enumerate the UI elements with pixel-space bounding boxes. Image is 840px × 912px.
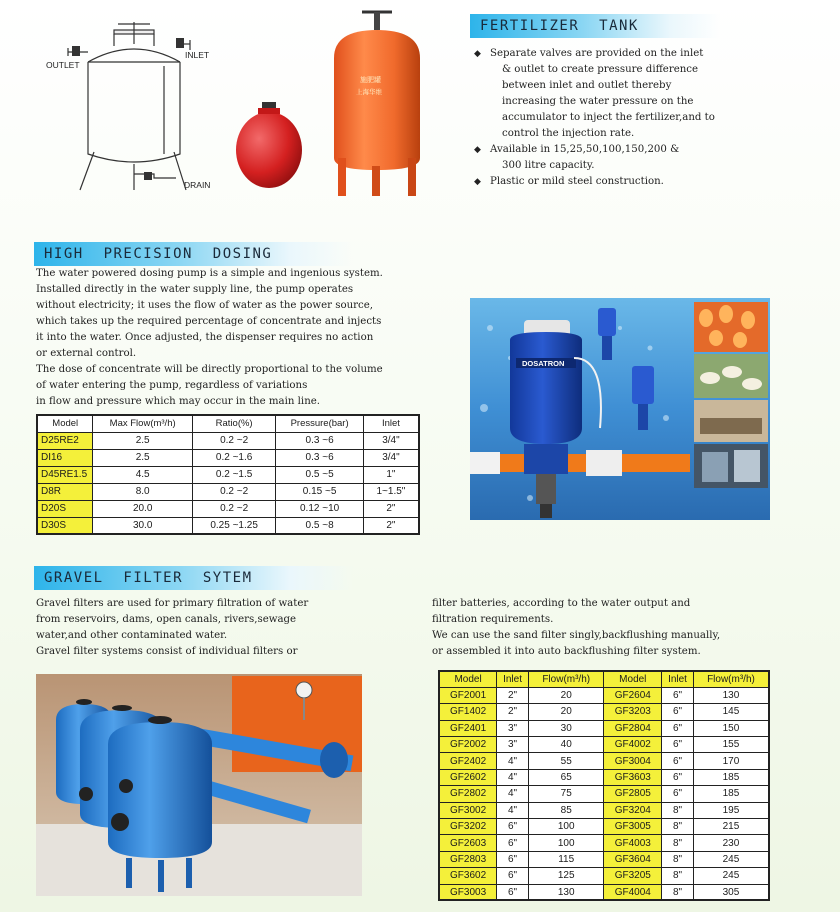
cell: 0.12 ~10 — [276, 500, 364, 517]
cell: 2" — [363, 517, 419, 534]
cell: 185 — [693, 769, 769, 785]
cell: 125 — [528, 868, 604, 884]
col-flow-2: Flow(m³/h) — [693, 671, 769, 687]
cell: 0.2 ~1.6 — [192, 449, 275, 466]
table-row — [439, 753, 769, 769]
cell: GF2401 — [439, 720, 497, 736]
table-row — [37, 483, 419, 500]
col-model: Model — [439, 671, 497, 687]
cell: D45RE1.5 — [37, 466, 93, 483]
col-inlet-2: Inlet — [662, 671, 694, 687]
red-plastic-tank-image — [234, 100, 304, 192]
cell: GF3205 — [604, 868, 662, 884]
dosing-paragraph: The water powered dosing pump is a simple and ingenious system. Installed directly in the water supply line, the pump operates without electricity; it uses the flow of water as the power source, which takes up the required percentage of concentrate and injects it into the water. Once adjusted, the dispenser requires no action or external control. The dose of concentrate will be directly proportional to the volume of water entering the pump, regardless of variations in flow and pressure which may occur in the main line. — [36, 268, 383, 407]
cell: 115 — [528, 851, 604, 867]
cell: GF3005 — [604, 819, 662, 835]
cell: 4.5 — [93, 466, 192, 483]
cell: GF2802 — [439, 786, 497, 802]
cell: D30S — [37, 517, 93, 534]
cell: 6" — [662, 769, 694, 785]
cell: 8" — [662, 851, 694, 867]
cell: 8" — [662, 835, 694, 851]
table-row — [439, 819, 769, 835]
cell: GF3604 — [604, 851, 662, 867]
cell: 6" — [662, 737, 694, 753]
dosing-pump-table — [36, 414, 420, 535]
cell: GF2603 — [439, 835, 497, 851]
cell: GF3004 — [604, 753, 662, 769]
cell: 8.0 — [93, 483, 192, 500]
cell: 170 — [693, 753, 769, 769]
cell: 0.15 ~5 — [276, 483, 364, 500]
cell: GF2804 — [604, 720, 662, 736]
cell: 100 — [528, 835, 604, 851]
col-model-2: Model — [604, 671, 662, 687]
cell: 0.2 ~2 — [192, 483, 275, 500]
cell: 6" — [662, 687, 694, 703]
cell: 150 — [693, 720, 769, 736]
cell: 6" — [497, 819, 529, 835]
cell: 8" — [662, 802, 694, 818]
table-row — [439, 868, 769, 884]
cell: GF4003 — [604, 835, 662, 851]
cell: 2" — [363, 500, 419, 517]
gravel-table-body — [439, 687, 769, 900]
gravel-filter-system-title: GRAVEL FILTER SYTEM — [34, 566, 354, 590]
cell: 195 — [693, 802, 769, 818]
cell: 0.25 ~1.25 — [192, 517, 275, 534]
cell: 4" — [497, 753, 529, 769]
cell: GF2001 — [439, 687, 497, 703]
cell: GF2805 — [604, 786, 662, 802]
cell: GF3003 — [439, 884, 497, 900]
cell: 155 — [693, 737, 769, 753]
bullet-valves: ◆ Separate valves are provided on the inlet & outlet to create pressure difference between inlet and outlet thereby increasing the water pressure on the accumulator to inject the fertilizer,and to control the injection rate. — [474, 46, 715, 142]
high-precision-dosing-title: HIGH PRECISION DOSING — [34, 242, 354, 266]
cell: 3/4" — [363, 432, 419, 449]
cell: 6" — [662, 704, 694, 720]
cell: GF2803 — [439, 851, 497, 867]
table-row — [439, 786, 769, 802]
cell: 6" — [497, 851, 529, 867]
cell: 4" — [497, 802, 529, 818]
gravel-table-header — [439, 671, 769, 687]
cell: 245 — [693, 868, 769, 884]
table-row — [37, 500, 419, 517]
cell: 0.2 ~1.5 — [192, 466, 275, 483]
cell: 6" — [662, 753, 694, 769]
cell: 6" — [497, 884, 529, 900]
cell: 6" — [497, 835, 529, 851]
cell: 30 — [528, 720, 604, 736]
col-max-flow: Max Flow(m³/h) — [93, 415, 192, 432]
outlet-label: OUTLET — [46, 60, 80, 70]
cell: 4" — [497, 769, 529, 785]
table-row — [439, 737, 769, 753]
cell: 0.5 ~8 — [276, 517, 364, 534]
orange-tank-label-2: 上海华维 — [356, 88, 382, 96]
cell: 55 — [528, 753, 604, 769]
cell: 1~1.5" — [363, 483, 419, 500]
dosing-table-header — [37, 415, 419, 432]
cell: D8R — [37, 483, 93, 500]
cell: 0.3 ~6 — [276, 432, 364, 449]
cell: GF3602 — [439, 868, 497, 884]
cell: 1" — [363, 466, 419, 483]
cell: 3" — [497, 737, 529, 753]
cell: 3/4" — [363, 449, 419, 466]
cell: 130 — [693, 687, 769, 703]
cell: GF3002 — [439, 802, 497, 818]
cell: 3" — [497, 720, 529, 736]
cell: 20 — [528, 687, 604, 703]
cell: 185 — [693, 786, 769, 802]
col-model: Model — [37, 415, 93, 432]
col-inlet: Inlet — [497, 671, 529, 687]
table-row — [37, 449, 419, 466]
gravel-paragraph-right: filter batteries, according to the water output and filtration requirements. We can use the sand filter singly,backflushing manually, or assembled it into auto backflushing filter system. — [432, 598, 721, 657]
cell: GF2002 — [439, 737, 497, 753]
bullet-capacity: ◆ Available in 15,25,50,100,150,200 & 300 litre capacity. — [474, 142, 715, 174]
fertilizer-bullets — [474, 46, 715, 190]
col-flow: Flow(m³/h) — [528, 671, 604, 687]
cell: 2.5 — [93, 432, 192, 449]
cell: 8" — [662, 868, 694, 884]
cell: 20.0 — [93, 500, 192, 517]
cell: D25RE2 — [37, 432, 93, 449]
cell: 2.5 — [93, 449, 192, 466]
col-inlet: Inlet — [363, 415, 419, 432]
gravel-filter-photo — [36, 674, 362, 896]
cell: 65 — [528, 769, 604, 785]
cell: 6" — [662, 786, 694, 802]
cell: GF3204 — [604, 802, 662, 818]
bullet-construction: ◆ Plastic or mild steel construction. — [474, 174, 715, 190]
cell: 8" — [662, 819, 694, 835]
fertilizer-tank-diagram — [44, 14, 220, 192]
table-row — [439, 769, 769, 785]
cell: 100 — [528, 819, 604, 835]
cell: 145 — [693, 704, 769, 720]
inlet-label: INLET — [185, 50, 210, 60]
table-row — [439, 704, 769, 720]
table-row — [439, 720, 769, 736]
dosing-pump-photo — [470, 298, 770, 520]
cell: 130 — [528, 884, 604, 900]
drain-label: DRAIN — [184, 180, 211, 190]
table-row — [37, 517, 419, 534]
table-row — [439, 884, 769, 900]
cell: 215 — [693, 819, 769, 835]
cell: DI16 — [37, 449, 93, 466]
table-row — [439, 835, 769, 851]
cell: 0.3 ~6 — [276, 449, 364, 466]
cell: GF1402 — [439, 704, 497, 720]
orange-steel-tank-image — [328, 8, 428, 198]
col-pressure: Pressure(bar) — [276, 415, 364, 432]
cell: 30.0 — [93, 517, 192, 534]
cell: GF4004 — [604, 884, 662, 900]
orange-tank-label-1: 施肥罐 — [360, 76, 381, 84]
cell: D20S — [37, 500, 93, 517]
table-row — [439, 802, 769, 818]
cell: 0.2 ~2 — [192, 500, 275, 517]
cell: GF2602 — [439, 769, 497, 785]
col-ratio: Ratio(%) — [192, 415, 275, 432]
cell: 305 — [693, 884, 769, 900]
cell: 230 — [693, 835, 769, 851]
pump-brand-label: DOSATRON — [522, 359, 565, 368]
cell: 75 — [528, 786, 604, 802]
cell: 40 — [528, 737, 604, 753]
cell: 85 — [528, 802, 604, 818]
table-row — [37, 466, 419, 483]
cell: 8" — [662, 884, 694, 900]
cell: 6" — [662, 720, 694, 736]
gravel-paragraph-left: Gravel filters are used for primary filtration of water from reservoirs, dams, open canals, rivers,sewage water,and other contaminated water. Gravel filter systems consist of individual filters or — [36, 598, 309, 657]
table-row — [439, 687, 769, 703]
cell: 245 — [693, 851, 769, 867]
cell: GF2604 — [604, 687, 662, 703]
gravel-filter-table — [438, 670, 770, 901]
cell: 6" — [497, 868, 529, 884]
cell: GF4002 — [604, 737, 662, 753]
cell: 4" — [497, 786, 529, 802]
cell: GF3202 — [439, 819, 497, 835]
cell: GF3603 — [604, 769, 662, 785]
cell: GF2402 — [439, 753, 497, 769]
cell: GF3203 — [604, 704, 662, 720]
cell: 0.2 ~2 — [192, 432, 275, 449]
cell: 2" — [497, 687, 529, 703]
table-row — [37, 432, 419, 449]
cell: 0.5 ~5 — [276, 466, 364, 483]
cell: 20 — [528, 704, 604, 720]
fertilizer-tank-title: FERTILIZER TANK — [470, 14, 720, 38]
table-row — [439, 851, 769, 867]
cell: 2" — [497, 704, 529, 720]
